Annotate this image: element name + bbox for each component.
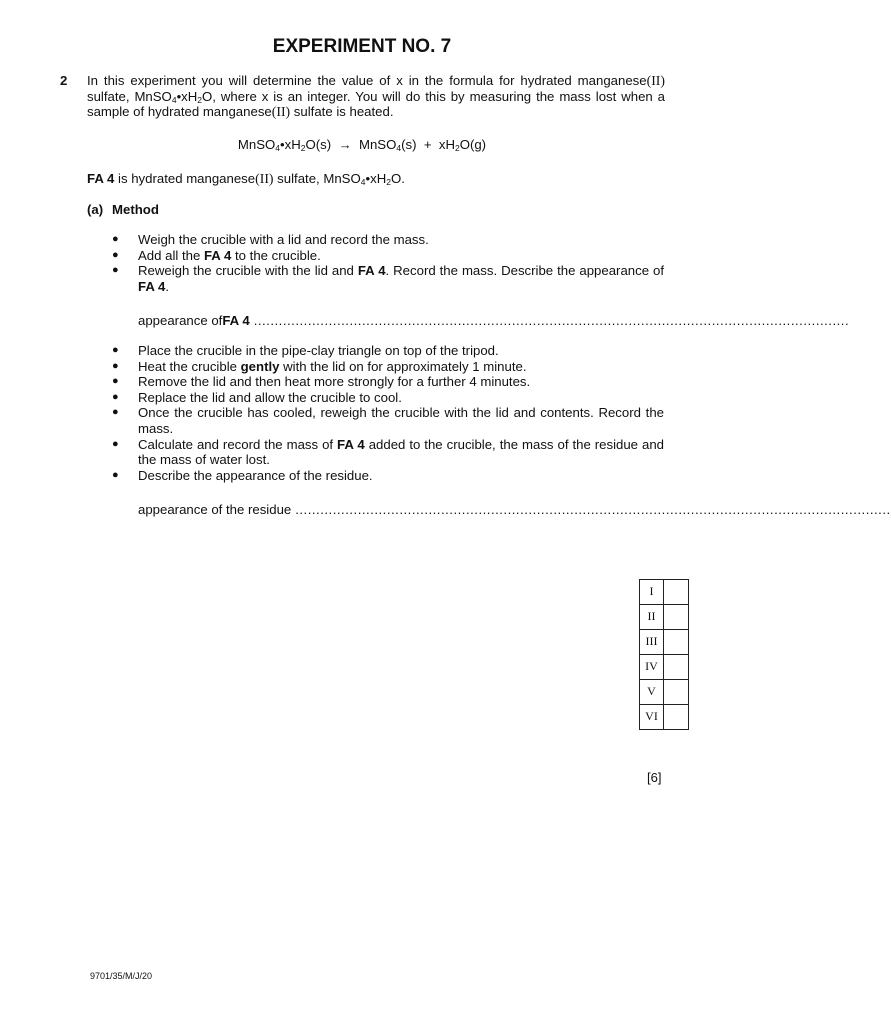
table-row <box>640 580 689 605</box>
table-row <box>640 655 689 680</box>
bullet-icon: ● <box>112 344 119 356</box>
mark-table <box>639 579 689 730</box>
answer-line-residue-appearance[interactable]: appearance of the residue ............................................................................................................................................... <box>138 502 891 517</box>
reaction-arrow: → <box>338 137 352 152</box>
mark-label: VI <box>640 705 664 730</box>
mark-label: III <box>640 630 664 655</box>
mark-label: IV <box>640 655 664 680</box>
list-item: ● Remove the lid and then heat more strongly for a further 4 minutes. <box>112 374 531 390</box>
total-marks: [6] <box>647 770 662 785</box>
list-item: ● Describe the appearance of the residue. <box>112 467 373 483</box>
table-row <box>640 605 689 630</box>
list-item: ● Place the crucible in the pipe-clay triangle on top of the tripod. <box>112 343 499 358</box>
bullet-icon: ● <box>112 375 119 388</box>
list-item: ● Once the crucible has cooled, reweigh the crucible with the lid and contents. Record the mass. <box>112 405 664 436</box>
mark-label: V <box>640 680 664 705</box>
mark-box[interactable] <box>664 680 689 705</box>
bullet-icon: ● <box>112 437 119 450</box>
list-item: ● Replace the lid and allow the crucible to cool. <box>112 389 402 405</box>
chemical-equation: $MnSO_4•xH_2O(s)$ → MnSO$_4$(s) + $xH_2O(g)$ <box>237 137 487 153</box>
mark-box[interactable] <box>664 655 689 680</box>
mark-box[interactable] <box>664 580 689 605</box>
table-row <box>640 630 689 655</box>
bullet-icon: ● <box>112 468 119 481</box>
mark-box[interactable] <box>664 605 689 630</box>
part-a-heading: (a) Method <box>87 202 159 217</box>
table-row <box>640 680 689 705</box>
mark-label: II <box>640 605 664 630</box>
list-item: ● Heat the crucible gently with the lid on for approximately 1 minute. <box>112 358 527 374</box>
fa4-description: FA 4 is hydrated manganese(II) sulfate, $MnSO_4•xH_2O$. <box>87 171 405 187</box>
paper-code-footer: 9701/35/M/J/20 <box>90 971 153 981</box>
bullet-icon: ● <box>112 233 119 245</box>
mark-box[interactable] <box>664 630 689 655</box>
table-row <box>640 705 689 730</box>
bullet-icon: ● <box>112 248 119 261</box>
mark-label: I <box>640 580 664 605</box>
answer-line-fa4-appearance[interactable]: appearance of FA 4 ............................................................................................................................................... <box>138 313 850 328</box>
question-number: 2 <box>60 73 68 88</box>
mark-box[interactable] <box>664 705 689 730</box>
bullet-icon: ● <box>112 406 119 419</box>
bullet-icon: ● <box>112 359 119 372</box>
bullet-icon: ● <box>112 390 119 403</box>
list-item: ● Add all the FA 4 to the crucible. <box>112 247 321 263</box>
list-item: ● Weigh the crucible with a lid and record the mass. <box>112 232 429 247</box>
method-steps-list-2 <box>112 343 664 483</box>
list-item: ● Calculate and record the mass of FA 4 added to the crucible, the mass of the residue and the mass of water lost. <box>112 436 664 468</box>
bullet-icon: ● <box>112 264 119 277</box>
method-steps-list-1 <box>112 232 664 294</box>
list-item: ● Reweigh the crucible with the lid and FA 4. Record the mass. Describe the appearance of FA 4. <box>112 263 665 294</box>
page-title: EXPERIMENT NO. 7 <box>272 36 452 57</box>
question-intro: In this experiment you will determine the value of x in the formula for hydrated manganese(II) sulfate, $MnSO_4•xH_2O$, where x is an integer. You will do this by measuring the mass lost when a sample of hydrated manganese(II) sulfate is heated. <box>87 73 665 120</box>
